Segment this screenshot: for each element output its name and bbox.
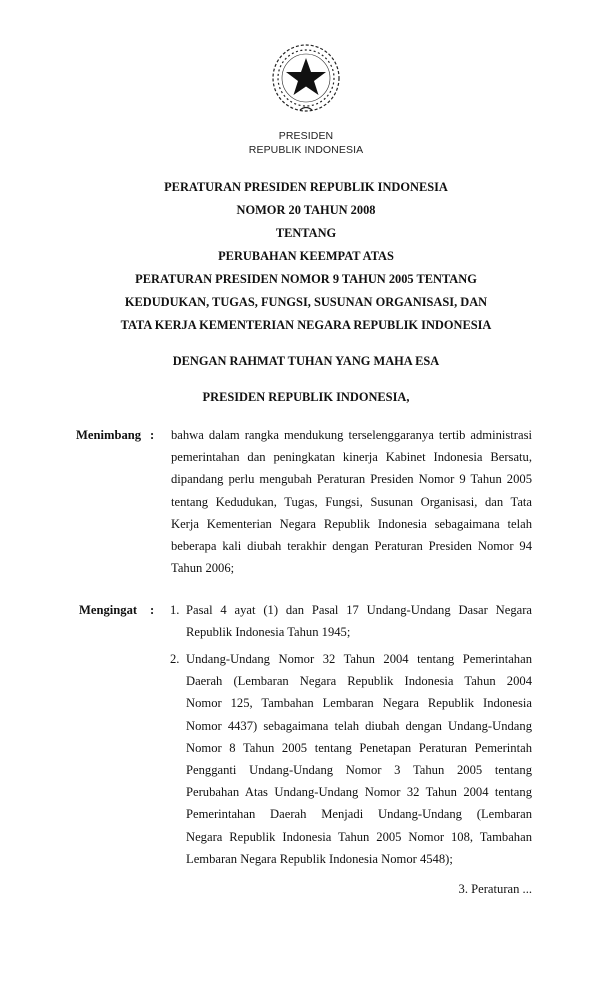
item-number: 1.: [170, 603, 180, 617]
text-line: Kerja Kementerian Negara Republik Indonesia sebagaimana telah: [171, 516, 532, 531]
text-line: Pasal 4 ayat (1) dan Pasal 17 Undang-Undang Dasar Negara: [186, 603, 532, 617]
menimbang-label: Menimbang: [76, 428, 142, 442]
menimbang-colon: :: [150, 428, 155, 442]
text-line: Republik Indonesia Tahun 1945;: [186, 625, 351, 640]
text-line: Perubahan Atas Undang-Undang Nomor 32 Tahun 2004 tentang: [186, 785, 532, 800]
title-line: PERUBAHAN KEEMPAT ATAS: [218, 249, 394, 263]
text-line: Daerah (Lembaran Negara Republik Indonesia Tahun 2004: [186, 674, 532, 689]
mengingat-item-2: [186, 648, 532, 870]
text-line: tentang Kedudukan, Tugas, Fungsi, Susunan Organisasi, dan Tata: [171, 494, 532, 509]
title-line: PERATURAN PRESIDEN REPUBLIK INDONESIA: [164, 180, 448, 194]
header-presiden: PRESIDEN: [278, 130, 334, 142]
presidential-seal-emblem: [267, 40, 345, 118]
text-line: dipandang perlu mengubah Peraturan Presiden Nomor 9 Tahun 2005: [171, 472, 532, 487]
mengingat-label: Mengingat: [79, 603, 138, 617]
title-line: PERATURAN PRESIDEN NOMOR 9 TAHUN 2005 TENTANG: [135, 272, 477, 286]
title-line: NOMOR 20 TAHUN 2008: [236, 203, 376, 217]
item-number: 2.: [170, 652, 180, 666]
text-line: Pemerintahan Daerah Menjadi Undang-Undang (Lembaran: [186, 807, 532, 822]
continuation-text: 3. Peraturan ...: [458, 882, 532, 896]
text-line: Nomor 125, Tambahan Lembaran Negara Republik Indonesia: [186, 696, 532, 711]
president-line: PRESIDEN REPUBLIK INDONESIA,: [202, 390, 410, 404]
header-republik-indonesia: REPUBLIK INDONESIA: [248, 144, 364, 156]
text-line: beberapa kali diubah terakhir dengan Peraturan Presiden Nomor 94: [171, 538, 532, 553]
title-line: TATA KERJA KEMENTERIAN NEGARA REPUBLIK INDONESIA: [120, 318, 492, 332]
mengingat-item-1: [186, 599, 532, 643]
text-line: Lembaran Negara Republik Indonesia Nomor 4548);: [186, 851, 453, 866]
text-line: Negara Republik Indonesia Tahun 2005 Nomor 108, Tambahan: [186, 829, 532, 844]
title-line: TENTANG: [275, 226, 337, 240]
blessing-line: DENGAN RAHMAT TUHAN YANG MAHA ESA: [172, 354, 440, 368]
text-line: Tahun 2006;: [171, 561, 235, 576]
text-line: Pengganti Undang-Undang Nomor 3 Tahun 2005 tentang: [186, 762, 532, 777]
text-line: bahwa dalam rangka mendukung terselenggaranya tertib administrasi: [171, 428, 532, 442]
text-line: pemerintahan dan peningkatan kinerja Kabinet Indonesia Bersatu,: [171, 450, 532, 465]
text-line: Undang-Undang Nomor 32 Tahun 2004 tentang Pemerintahan: [186, 652, 532, 666]
text-line: Nomor 4437) sebagaimana telah diubah dengan Undang-Undang: [186, 718, 532, 733]
text-line: Nomor 8 Tahun 2005 tentang Penetapan Peraturan Pemerintah: [186, 740, 532, 755]
title-line: KEDUDUKAN, TUGAS, FUNGSI, SUSUNAN ORGANISASI, DAN: [124, 295, 488, 309]
menimbang-text: [171, 424, 532, 579]
mengingat-colon: :: [150, 603, 155, 617]
